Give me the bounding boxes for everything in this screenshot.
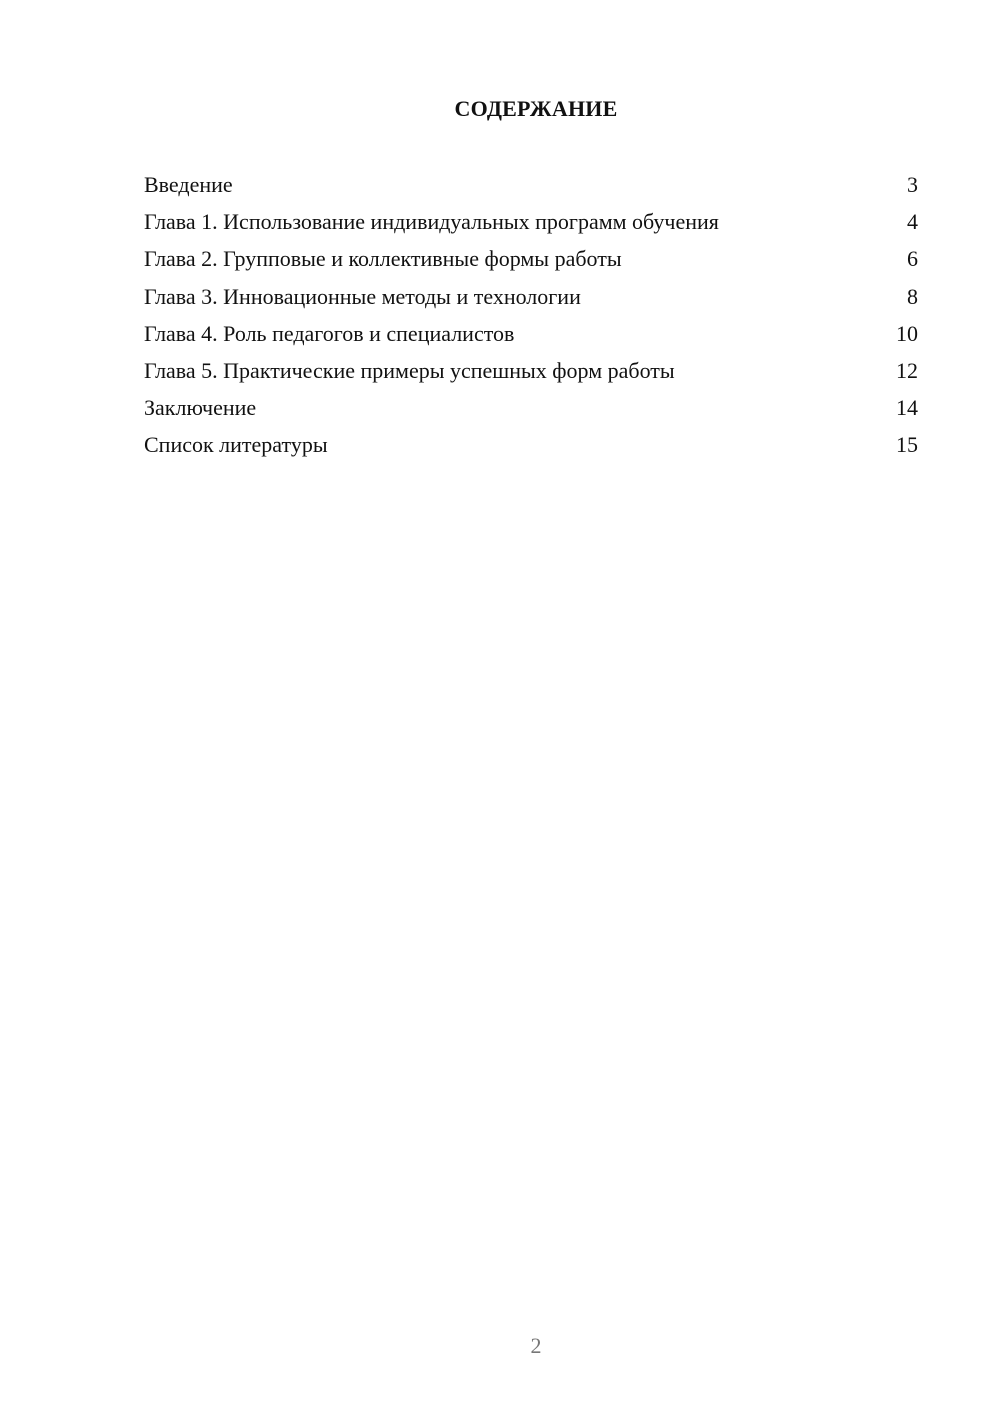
- toc-entry-page-number: 4: [907, 209, 918, 235]
- toc-entry-label: Глава 3. Инновационные методы и технологии: [144, 283, 581, 309]
- toc-entry-chapter-5: [144, 356, 918, 393]
- toc-entry-page-number: 12: [896, 357, 918, 383]
- toc-entry-chapter-3: [144, 282, 918, 319]
- toc-entry-chapter-2: [144, 244, 918, 281]
- table-of-contents: [144, 170, 918, 468]
- toc-entry-label: Глава 5. Практические примеры успешных форм работы: [144, 357, 675, 383]
- toc-entry-chapter-4: [144, 319, 918, 356]
- toc-entry-page-number: 14: [896, 395, 918, 421]
- toc-entry-chapter-1: [144, 207, 918, 244]
- toc-entry-label: Введение: [144, 172, 233, 197]
- toc-entry-page-number: 3: [907, 172, 918, 197]
- page-number: 2: [530, 1333, 542, 1358]
- toc-entry-references: [144, 430, 918, 467]
- toc-entry-page-number: 15: [896, 432, 918, 458]
- toc-entry-page-number: 10: [896, 320, 918, 346]
- toc-entry-label: Заключение: [144, 395, 257, 421]
- toc-entry-label: Глава 1. Использование индивидуальных программ обучения: [144, 209, 719, 235]
- toc-entry-label: Глава 4. Роль педагогов и специалистов: [144, 320, 515, 346]
- toc-entry-label: Глава 2. Групповые и коллективные формы работы: [144, 246, 622, 272]
- toc-entry-conclusion: [144, 393, 918, 430]
- toc-entry-introduction: [144, 170, 918, 207]
- toc-entry-page-number: 6: [907, 246, 918, 272]
- toc-title: СОДЕРЖАНИЕ: [454, 96, 618, 121]
- toc-entry-page-number: 8: [907, 283, 918, 309]
- toc-entry-label: Список литературы: [144, 432, 328, 458]
